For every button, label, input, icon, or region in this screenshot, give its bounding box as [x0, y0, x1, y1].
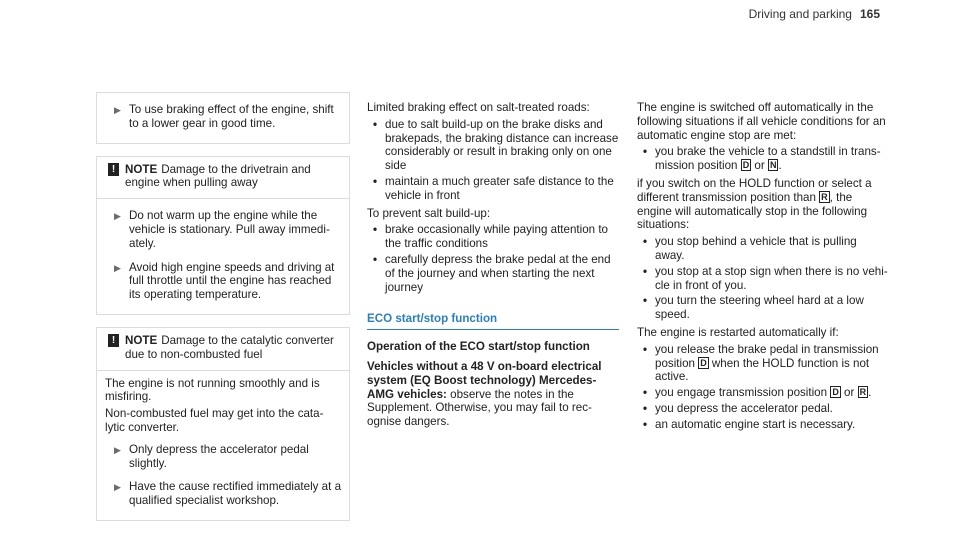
list-item: • you turn the steering wheel hard at a low speed.: [637, 294, 889, 322]
gear-r-icon: R: [821, 191, 828, 202]
list-item: • maintain a much greater safe distance to the vehicle in front: [367, 175, 619, 203]
warning-icon: !: [108, 163, 119, 176]
bullet-list: [637, 343, 889, 432]
paragraph: Vehicles without a 48 V on-board electrical system (EQ Boost technology) Mercedes-AMG vehicles: observe the notes in the Supplement. Otherwise, you may fail to rec-ognise dangers.: [367, 359, 602, 429]
list-item: • you brake the vehicle to a standstill in trans-mission position D or N .: [637, 145, 889, 173]
bullet-list: [367, 223, 619, 294]
bullet-list: [637, 235, 889, 322]
gear-r-icon: R: [859, 387, 867, 398]
list-item: • brake occasionally while paying attention to the traffic conditions: [367, 223, 619, 251]
note-box-catalytic: [96, 327, 350, 521]
section-name: Driving and parking: [748, 7, 852, 21]
section-title: ECO start/stop function: [367, 312, 619, 330]
list-item: • you stop at a stop sign when there is no vehi-cle in front of you.: [637, 265, 889, 293]
paragraph: The engine is restarted automatically if:: [637, 325, 839, 339]
note-paragraph: Non-combusted fuel may get into the cata-lytic converter.: [105, 407, 324, 434]
step-item: ▶ To use braking effect of the engine, shift to a lower gear in good time.: [114, 103, 334, 130]
step-item: ▶ Avoid high engine speeds and driving at full throttle until the engine has reached its operating temperature.: [114, 260, 335, 302]
list-item: • carefully depress the brake pedal at the end of the journey and when starting the next journey: [367, 253, 619, 294]
step-item: ▶ Have the cause rectified immediately at a qualified specialist workshop.: [114, 480, 342, 508]
step-item: ▶ Do not warm up the engine while the vehicle is stationary. Pull away immedi-ately.: [114, 209, 330, 250]
step-arrow-icon: ▶: [114, 262, 121, 273]
page-header: [749, 8, 880, 22]
list-item: • you depress the accelerator pedal.: [637, 402, 889, 416]
step-arrow-icon: ▶: [114, 211, 121, 222]
step-arrow-icon: ▶: [114, 482, 121, 493]
step-item: ▶ Only depress the accelerator pedal slightly.: [114, 442, 309, 470]
note-heading: ! NOTE Damage to the drivetrain and engine when pulling away: [105, 163, 341, 191]
bullet-list: [367, 118, 619, 203]
list-item: • you release the brake pedal in transmission position D when the HOLD function is not active.: [637, 343, 889, 384]
paragraph: To prevent salt build-up:: [367, 206, 491, 220]
column-left: [96, 92, 350, 521]
note-box-drivetrain: [96, 156, 350, 315]
paragraph: if you switch on the HOLD function or select a different transmission position than R , the engine will automatically stop in the following situations:: [637, 176, 872, 232]
step-arrow-icon: ▶: [114, 105, 121, 115]
bullet-list: [637, 145, 889, 173]
gear-d-icon: D: [832, 387, 839, 398]
list-item: • an automatic engine start is necessary.: [637, 418, 889, 432]
tip-box: [96, 92, 350, 144]
column-middle: [367, 101, 619, 432]
paragraph: Limited braking effect on salt-treated roads:: [367, 101, 590, 114]
list-item: • due to salt build-up on the brake disks and brakepads, the braking distance can increase considerably or result in braking only on one side: [367, 118, 619, 173]
gear-d-icon: D: [742, 160, 750, 171]
list-item: • you stop behind a vehicle that is pulling away.: [637, 235, 889, 263]
gear-d-icon: D: [700, 357, 707, 368]
paragraph: The engine is switched off automatically in the following situations if all vehicle conditions for an automatic engine stop are met:: [637, 101, 886, 142]
note-paragraph: The engine is not running smoothly and is misfiring.: [105, 376, 320, 404]
note-heading: ! NOTE Damage to the catalytic converter due to non-combusted fuel: [105, 334, 341, 362]
page-number: 165: [859, 7, 880, 21]
warning-icon: !: [108, 334, 119, 347]
step-arrow-icon: ▶: [114, 444, 121, 455]
gear-n-icon: N: [769, 160, 777, 171]
subtitle: Operation of the ECO start/stop function: [367, 340, 590, 354]
list-item: • you engage transmission position D or R .: [637, 386, 889, 400]
column-right: [637, 101, 889, 436]
